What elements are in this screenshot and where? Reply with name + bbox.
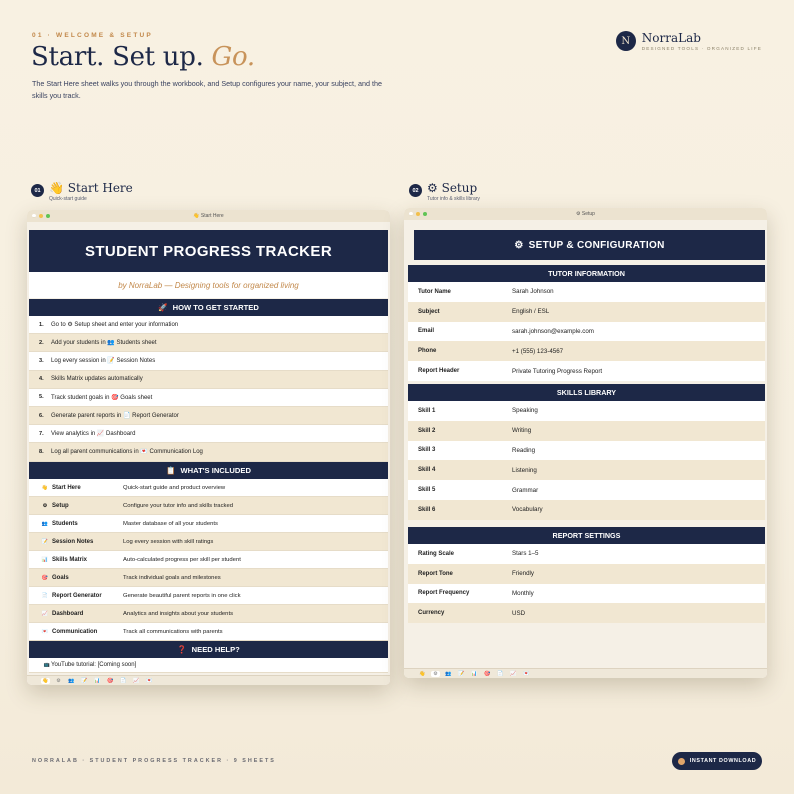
skills-value[interactable]: Vocabulary <box>512 506 543 514</box>
report-row <box>408 603 765 623</box>
report-row <box>408 564 765 584</box>
sheet-byline: by NorraLab — Designing tools for organized living <box>29 272 388 298</box>
step-row <box>29 316 388 334</box>
skills-value[interactable]: Listening <box>512 466 537 474</box>
included-sheet-name <box>29 557 123 563</box>
tutor-label: Report Header <box>418 368 460 375</box>
sheet-tab[interactable]: 🎯 <box>484 670 491 677</box>
help-row <box>29 658 388 673</box>
included-sheet-desc: Auto-calculated progress per skill per student <box>123 556 241 563</box>
tutor-value[interactable]: English / ESL <box>512 308 550 316</box>
section-start-here <box>31 182 133 202</box>
sheet-icon: 🎯 <box>41 574 49 581</box>
skills-rows <box>408 401 765 520</box>
step-text: View analytics in 📈 Dashboard <box>51 431 136 438</box>
skills-row <box>408 401 765 421</box>
window-title: ⚙ Setup <box>576 211 595 217</box>
included-sheet-desc: Analytics and insights about your students <box>123 610 234 617</box>
report-label: Rating Scale <box>418 550 455 557</box>
tutor-row <box>408 282 765 302</box>
skills-row <box>408 441 765 461</box>
tutor-row <box>408 322 765 342</box>
sheet-tab[interactable]: 🎯 <box>107 677 114 684</box>
sheet-tab[interactable]: ⚙ <box>56 677 61 684</box>
step-row <box>29 352 388 370</box>
step-number: 6. <box>39 412 44 419</box>
sheet-tab[interactable]: 📈 <box>133 677 140 684</box>
help-list <box>29 658 388 673</box>
skills-label: Skill 1 <box>418 407 436 414</box>
report-label: Report Tone <box>418 570 453 577</box>
sheet-tab[interactable]: 💌 <box>523 670 530 677</box>
report-value[interactable]: Stars 1–5 <box>512 550 539 558</box>
step-row <box>29 389 388 407</box>
hero-title-main: Start. Set up. <box>31 42 204 72</box>
footer-caption: NORRALAB · STUDENT PROGRESS TRACKER · 9 SHEETS <box>32 758 276 764</box>
included-row <box>29 605 388 623</box>
skills-row <box>408 500 765 520</box>
start-here-sheet <box>27 222 390 675</box>
section-title: 👋 Start Here <box>49 181 133 195</box>
included-sheet-name <box>29 539 123 545</box>
sheet-icon: 💌 <box>41 628 49 635</box>
section-subtitle: Quick-start guide <box>49 196 87 202</box>
included-sheet-desc: Configure your tutor info and skills tracked <box>123 502 234 509</box>
tutor-label: Email <box>418 328 435 335</box>
step-row <box>29 407 388 425</box>
report-heading: REPORT SETTINGS <box>408 527 765 544</box>
step-number: 7. <box>39 430 44 437</box>
sheet-tab[interactable]: 👥 <box>68 677 75 684</box>
report-label: Currency <box>418 610 445 617</box>
skills-row <box>408 460 765 480</box>
download-icon <box>678 758 685 765</box>
step-number: 1. <box>39 321 44 328</box>
skills-label: Skill 6 <box>418 506 436 513</box>
sheet-tab[interactable]: 👋 <box>419 670 426 677</box>
sheet-tab[interactable]: 📝 <box>81 677 88 684</box>
tutor-row <box>408 361 765 381</box>
sheet-name: Skills Matrix <box>52 556 88 563</box>
steps-list <box>29 316 388 462</box>
sheet-name: Communication <box>52 628 98 635</box>
included-row <box>29 623 388 641</box>
step-text: Add your students in 👥 Students sheet <box>51 340 157 347</box>
skills-value[interactable]: Speaking <box>512 407 538 415</box>
step-text: Log all parent communications in 💌 Communication Log <box>51 449 203 456</box>
sheet-icon: 📊 <box>41 556 49 563</box>
section-eyebrow: 01 · WELCOME & SETUP <box>32 32 153 39</box>
included-sheet-desc: Quick-start guide and product overview <box>123 484 226 491</box>
included-row <box>29 515 388 533</box>
sheet-name: Goals <box>52 574 69 581</box>
sheet-tab[interactable]: 📝 <box>458 670 465 677</box>
hero-title <box>31 42 255 72</box>
step-row <box>29 443 388 461</box>
step-number: 8. <box>39 448 44 455</box>
included-sheet-name <box>29 521 123 527</box>
window-title: 👋 Start Here <box>193 213 224 219</box>
section-setup <box>409 182 480 202</box>
skills-row <box>408 421 765 441</box>
sheet-name: Dashboard <box>52 610 84 617</box>
tutor-value[interactable]: sarah.johnson@example.com <box>512 327 594 335</box>
help-line: YouTube tutorial: [Coming soon] <box>51 662 137 668</box>
gear-icon: ⚙ <box>427 181 438 195</box>
step-number: 3. <box>39 357 44 364</box>
included-sheet-name <box>29 485 123 491</box>
question-icon: ❓ <box>177 645 187 654</box>
skills-label: Skill 5 <box>418 487 436 494</box>
tutor-row <box>408 341 765 361</box>
brand-logo: N <box>616 31 636 51</box>
sheet-icon: 📄 <box>41 592 49 599</box>
included-sheet-desc: Generate beautiful parent reports in one click <box>123 592 241 599</box>
sheet-tabs <box>27 675 390 685</box>
sheet-icon: 👋 <box>41 484 49 491</box>
howto-heading: 🚀 HOW TO GET STARTED <box>29 299 388 316</box>
tutor-value[interactable]: Private Tutoring Progress Report <box>512 367 603 375</box>
report-row <box>408 544 765 564</box>
gear-icon: ⚙ <box>576 211 581 217</box>
sheet-name: Report Generator <box>52 592 102 599</box>
sheet-tab[interactable]: 👋 <box>42 677 49 684</box>
sheet-title: ⚙ SETUP & CONFIGURATION <box>414 230 765 260</box>
brand-name: NorraLab <box>641 30 701 45</box>
skills-label: Skill 4 <box>418 467 436 474</box>
step-row <box>29 371 388 389</box>
tutor-heading: TUTOR INFORMATION <box>408 265 765 282</box>
sheet-icon: 📈 <box>41 610 49 617</box>
step-number: 2. <box>39 339 44 346</box>
cta-label: INSTANT DOWNLOAD <box>689 758 757 764</box>
waving-hand-icon: 👋 <box>49 181 64 195</box>
sheet-name: Setup <box>52 502 69 509</box>
included-sheet-name <box>29 629 123 635</box>
section-subtitle: Tutor info & skills library <box>427 196 480 202</box>
included-sheet-name <box>29 503 123 509</box>
report-rows <box>408 544 765 623</box>
brand <box>616 31 762 51</box>
sheet-tab[interactable]: 📄 <box>497 670 504 677</box>
skills-label: Skill 3 <box>418 447 436 454</box>
included-row <box>29 551 388 569</box>
step-text: Skills Matrix updates automatically <box>51 376 143 383</box>
rocket-icon: 🚀 <box>158 303 168 312</box>
report-label: Report Frequency <box>418 590 470 597</box>
included-row <box>29 533 388 551</box>
sheet-tab[interactable]: 📊 <box>94 677 101 684</box>
included-sheet-name <box>29 575 123 581</box>
included-row <box>29 569 388 587</box>
section-number: 02 <box>409 184 422 197</box>
included-sheet-desc: Log every session with skill ratings <box>123 538 214 545</box>
included-sheet-name <box>29 611 123 617</box>
sheet-tab[interactable]: 💌 <box>146 677 153 684</box>
start-here-window <box>27 210 390 685</box>
skills-label: Skill 2 <box>418 427 436 434</box>
step-row <box>29 334 388 352</box>
included-list <box>29 479 388 641</box>
sheet-tabs <box>404 668 767 678</box>
sheet-name: Students <box>52 520 78 527</box>
sheet-tab[interactable]: 📈 <box>510 670 517 677</box>
step-row <box>29 425 388 443</box>
sheet-tab[interactable]: ⚙ <box>431 671 440 677</box>
sheet-tab[interactable]: 📊 <box>471 670 478 677</box>
included-row <box>29 479 388 497</box>
step-text: Generate parent reports in 📄 Report Generator <box>51 413 179 420</box>
waving-hand-icon: 👋 <box>193 213 200 219</box>
included-row <box>29 497 388 515</box>
setup-window <box>404 208 767 678</box>
included-heading: 📋 WHAT'S INCLUDED <box>29 462 388 479</box>
included-row <box>29 587 388 605</box>
section-title: ⚙ Setup <box>427 181 478 195</box>
hero-subtitle: The Start Here sheet walks you through the workbook, and Setup configures your name, your subject, and the skills you track. <box>32 79 382 100</box>
report-value[interactable]: Friendly <box>512 570 535 578</box>
window-titlebar <box>27 210 390 222</box>
step-text: Track student goals in 🎯 Goals sheet <box>51 394 153 401</box>
report-value[interactable]: Monthly <box>512 589 534 597</box>
report-row <box>408 584 765 604</box>
sheet-tab[interactable]: 👥 <box>445 670 452 677</box>
skills-row <box>408 480 765 500</box>
clipboard-icon: 📋 <box>166 466 176 475</box>
included-sheet-desc: Track all communications with parents <box>123 628 223 635</box>
sheet-title: STUDENT PROGRESS TRACKER <box>29 230 388 272</box>
tutor-value[interactable]: +1 (555) 123-4567 <box>512 347 564 355</box>
tutor-value[interactable]: Sarah Johnson <box>512 288 554 296</box>
report-value[interactable]: USD <box>512 609 526 617</box>
sheet-icon: 👥 <box>41 520 49 527</box>
tutor-rows <box>408 282 765 381</box>
video-icon: 📺 <box>43 662 51 668</box>
brand-tagline: DESIGNED TOOLS · ORGANIZED LIFE <box>641 45 762 51</box>
included-sheet-name <box>29 593 123 599</box>
step-number: 5. <box>39 394 44 401</box>
skills-value[interactable]: Reading <box>512 446 536 454</box>
gear-icon: ⚙ <box>514 239 524 251</box>
skills-value[interactable]: Grammar <box>512 486 539 494</box>
tutor-label: Phone <box>418 348 437 355</box>
sheet-tab[interactable]: 📄 <box>120 677 127 684</box>
sheet-name: Session Notes <box>52 538 94 545</box>
skills-value[interactable]: Writing <box>512 427 532 435</box>
skills-heading: SKILLS LIBRARY <box>408 384 765 401</box>
help-heading: ❓ NEED HELP? <box>29 641 388 658</box>
sheet-name: Start Here <box>52 484 81 491</box>
tutor-label: Tutor Name <box>418 288 451 295</box>
step-number: 4. <box>39 376 44 383</box>
tutor-row <box>408 302 765 322</box>
included-sheet-desc: Track individual goals and milestones <box>123 574 221 581</box>
included-sheet-desc: Master database of all your students <box>123 520 218 527</box>
section-number: 01 <box>31 184 44 197</box>
setup-sheet <box>404 220 767 668</box>
step-text: Go to ⚙ Setup sheet and enter your information <box>51 322 179 329</box>
tutor-label: Subject <box>418 308 440 315</box>
window-titlebar <box>404 208 767 220</box>
sheet-icon: ⚙ <box>42 502 48 509</box>
instant-download-button[interactable] <box>672 752 762 770</box>
step-text: Log every session in 📝 Session Notes <box>51 358 156 365</box>
hero-title-accent: Go. <box>211 42 255 72</box>
sheet-icon: 📝 <box>41 538 49 545</box>
